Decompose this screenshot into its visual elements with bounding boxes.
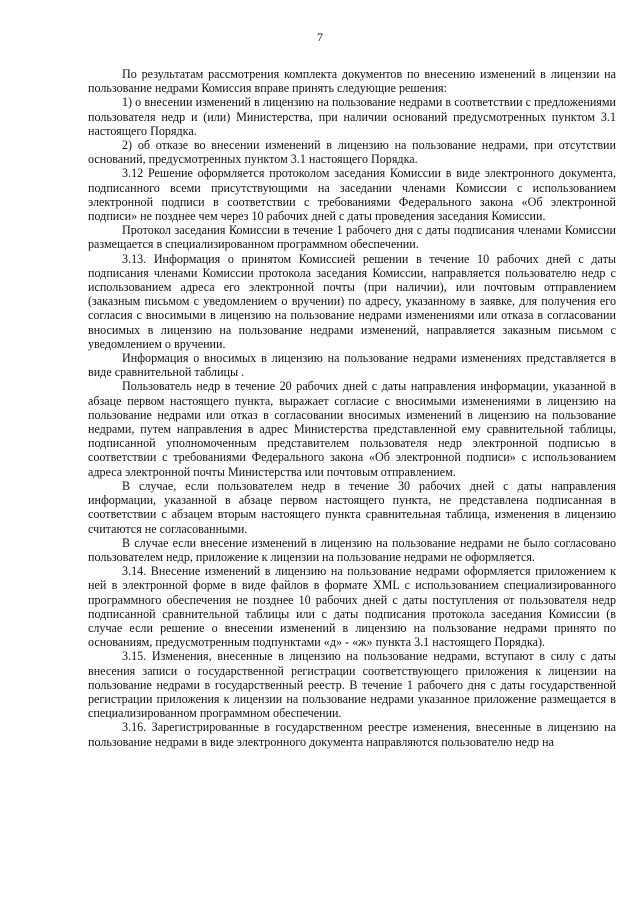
document-body — [88, 67, 616, 749]
paragraph: 3.16. Зарегистрированные в государственном реестре изменения, внесенные в лицензию на пользование недрами в виде электронного документа направляются пользователю недр на — [88, 720, 616, 749]
page-number: 7 — [317, 30, 323, 44]
paragraph: По результатам рассмотрения комплекта документов по внесению изменений в лицензии на пользование недрами Комиссия вправе принять следующие решения: — [88, 67, 616, 96]
paragraph: 3.15. Изменения, внесенные в лицензию на пользование недрами, вступают в силу с даты внесения записи о государственной регистрации соответствующего приложения к лицензии на пользование недрами в государственный реестр. В течение 1 рабочего дня с даты государственной регистрации приложения к лицензии на пользование недрами указанное приложение размещается в специализированном программном обеспечении. — [88, 649, 616, 721]
paragraph: 3.12 Решение оформляется протоколом заседания Комиссии в виде электронного документа, подписанного всеми присутствующими на заседании членами Комиссии с использованием электронной подписи в соответствии с требованиями Федерального закона «Об электронной подписи» не позднее чем через 10 рабочих дней с даты проведения заседания Комиссии. — [88, 166, 616, 224]
paragraph: Пользователь недр в течение 20 рабочих дней с даты направления информации, указанной в абзаце первом настоящего пункта, выражает согласие с вносимыми изменениями в лицензию на пользование недрами или отказ в согласовании вносимых изменений в лицензию на пользование недрами, путем направления в адрес Министерства представленной ему сравнительной таблицы, подписанной уполномоченным представителем пользователя недр электронной подписью в соответствии с требованиями Федерального закона «Об электронной подписи» с использованием адреса электронной почты Министерства или почтовым отправлением. — [88, 379, 616, 479]
paragraph: 3.14. Внесение изменений в лицензию на пользование недрами оформляется приложением к ней в электронной форме в виде файлов в формате XML с использованием специализированного программного обеспечения не позднее 10 рабочих дней с даты поступления от пользователя недр подписанной сравнительной таблицы или с даты подписания протокола заседания Комиссии (в случае если решение о внесении изменений в лицензию на пользование недрами принято по основаниям, предусмотренным подпунктами «д» - «ж» пункта 3.1 настоящего Порядка). — [88, 564, 616, 650]
paragraph: В случае если внесение изменений в лицензию на пользование недрами не было согласовано пользователем недр, приложение к лицензии на пользование недрами не оформляется. — [88, 535, 616, 564]
paragraph: 1) о внесении изменений в лицензию на пользование недрами в соответствии с предложениями пользователя недр и (или) Министерства, при наличии оснований предусмотренных пунктом 3.1 настоящего Порядка. — [88, 95, 616, 138]
paragraph: 3.13. Информация о принятом Комиссией решении в течение 10 рабочих дней с даты подписания членами Комиссии протокола заседания Комиссии, направляется пользователю недр с использованием адреса его электронной почты (при наличии), или почтовым отправлением (заказным письмом с уведомлением о вручении) по адресу, указанному в заявке, для получения его согласия с вносимыми в лицензию на пользование недрами изменениями или отказа в согласовании вносимых в лицензию на пользование недрами изменений, направляется заказным письмом с уведомлением о вручении. — [88, 251, 616, 351]
paragraph: Информация о вносимых в лицензию на пользование недрами изменениях представляется в виде сравнительной таблицы . — [88, 351, 616, 380]
paragraph: В случае, если пользователем недр в течение 30 рабочих дней с даты направления информации, указанной в абзаце первом настоящего пункта, не представлена подписанная в соответствии с абзацем вторым настоящего пункта сравнительная таблица, изменения в лицензию считаются не согласованными. — [88, 478, 616, 536]
paragraph: Протокол заседания Комиссии в течение 1 рабочего дня с даты подписания членами Комиссии размещается в специализированном программном обеспечении. — [88, 223, 616, 252]
paragraph: 2) об отказе во внесении изменений в лицензию на пользование недрами, при отсутствии оснований, предусмотренных пунктом 3.1 настоящего Порядка. — [88, 138, 616, 167]
